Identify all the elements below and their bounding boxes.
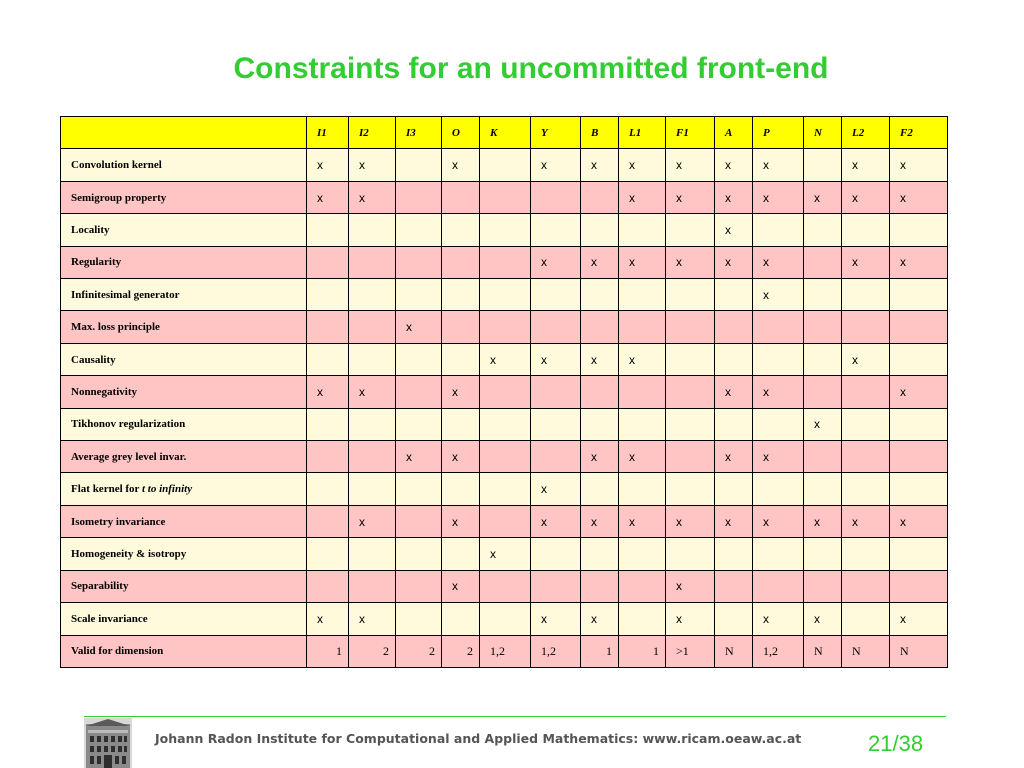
- table-cell: x: [442, 570, 480, 602]
- table-cell: x: [753, 149, 804, 181]
- table-cell: [666, 311, 715, 343]
- table-cell: [531, 570, 581, 602]
- table-cell: [715, 570, 753, 602]
- table-row: [61, 376, 948, 408]
- table-cell: [619, 603, 666, 635]
- table-cell: x: [349, 603, 396, 635]
- table-cell: [619, 408, 666, 440]
- table-cell: [480, 441, 531, 473]
- table-cell: x: [349, 505, 396, 537]
- table-cell: [666, 376, 715, 408]
- table-cell: [396, 214, 442, 246]
- table-cell: [581, 376, 619, 408]
- table-cell: [307, 505, 349, 537]
- column-header: K: [480, 117, 531, 149]
- table-cell: [804, 149, 842, 181]
- table-cell: x: [581, 505, 619, 537]
- table-cell: 1,2: [531, 635, 581, 667]
- table-cell: x: [581, 603, 619, 635]
- table-cell: [804, 570, 842, 602]
- table-cell: [307, 246, 349, 278]
- table-row: [61, 538, 948, 570]
- table-cell: x: [442, 149, 480, 181]
- table-row: [61, 343, 948, 375]
- table-cell: x: [619, 505, 666, 537]
- table-cell: [753, 473, 804, 505]
- row-label-text: Infinitesimal generator: [71, 288, 180, 301]
- row-label-text: Isometry invariance: [71, 515, 166, 528]
- table-cell: 2: [349, 635, 396, 667]
- table-cell: [480, 246, 531, 278]
- column-header: Y: [531, 117, 581, 149]
- table-cell: [890, 441, 948, 473]
- row-label: [61, 311, 307, 343]
- table-cell: x: [581, 246, 619, 278]
- table-cell: [842, 279, 890, 311]
- table-row: [61, 149, 948, 181]
- table-cell: N: [890, 635, 948, 667]
- table-cell: [842, 408, 890, 440]
- table-cell: [715, 408, 753, 440]
- row-label-text: Nonnegativity: [71, 385, 137, 398]
- table-cell: x: [753, 376, 804, 408]
- table-cell: [396, 538, 442, 570]
- table-row: [61, 279, 948, 311]
- column-header: I3: [396, 117, 442, 149]
- table-cell: [396, 570, 442, 602]
- table-cell: [715, 343, 753, 375]
- table-cell: [442, 538, 480, 570]
- table-cell: [480, 311, 531, 343]
- table-row: [61, 505, 948, 537]
- table-cell: [349, 570, 396, 602]
- table-cell: x: [349, 181, 396, 213]
- table-cell: [581, 311, 619, 343]
- table-cell: [349, 408, 396, 440]
- column-header: F1: [666, 117, 715, 149]
- table-cell: x: [531, 246, 581, 278]
- row-label: [61, 441, 307, 473]
- table-cell: [349, 311, 396, 343]
- row-label-text: Causality: [71, 353, 116, 366]
- table-cell: [842, 473, 890, 505]
- table-cell: [804, 441, 842, 473]
- table-cell: [349, 473, 396, 505]
- table-cell: [480, 505, 531, 537]
- table-cell: [396, 408, 442, 440]
- column-header: B: [581, 117, 619, 149]
- table-cell: [442, 279, 480, 311]
- table-cell: [442, 311, 480, 343]
- row-label: [61, 376, 307, 408]
- table-cell: [753, 343, 804, 375]
- table-row: [61, 181, 948, 213]
- table-cell: x: [666, 181, 715, 213]
- table-cell: [307, 473, 349, 505]
- table-cell: x: [842, 505, 890, 537]
- table-row: [61, 603, 948, 635]
- table-cell: [396, 246, 442, 278]
- table-cell: [890, 538, 948, 570]
- page-number: 21/38: [868, 731, 924, 756]
- constraints-table: [60, 116, 948, 668]
- table-cell: [480, 214, 531, 246]
- table-cell: [666, 279, 715, 311]
- table-cell: x: [480, 343, 531, 375]
- row-label: [61, 505, 307, 537]
- row-label: [61, 570, 307, 602]
- table-cell: x: [581, 149, 619, 181]
- table-cell: N: [804, 635, 842, 667]
- table-cell: [666, 538, 715, 570]
- footer-divider: [84, 716, 946, 717]
- row-label-text: Semigroup property: [71, 191, 167, 204]
- table-cell: [307, 311, 349, 343]
- table-cell: [715, 311, 753, 343]
- table-cell: [442, 473, 480, 505]
- table-cell: [666, 473, 715, 505]
- table-cell: x: [842, 181, 890, 213]
- table-cell: x: [753, 603, 804, 635]
- table-cell: x: [531, 505, 581, 537]
- table-cell: x: [666, 149, 715, 181]
- table-cell: [581, 570, 619, 602]
- table-cell: [480, 473, 531, 505]
- table-cell: 1,2: [480, 635, 531, 667]
- table-cell: [804, 279, 842, 311]
- table-cell: [349, 343, 396, 375]
- table-cell: x: [842, 343, 890, 375]
- table-cell: [396, 603, 442, 635]
- table-cell: x: [842, 246, 890, 278]
- table-cell: x: [619, 246, 666, 278]
- table-cell: [581, 214, 619, 246]
- table-cell: [307, 279, 349, 311]
- table-cell: x: [890, 181, 948, 213]
- table-cell: x: [890, 505, 948, 537]
- table-cell: [349, 279, 396, 311]
- table-cell: [396, 149, 442, 181]
- table-cell: [531, 408, 581, 440]
- table-cell: x: [531, 473, 581, 505]
- table-row: [61, 635, 948, 667]
- table-cell: [890, 279, 948, 311]
- column-header: L1: [619, 117, 666, 149]
- table-cell: x: [531, 343, 581, 375]
- table-cell: [442, 603, 480, 635]
- table-cell: [480, 570, 531, 602]
- table-cell: x: [349, 376, 396, 408]
- table-cell: N: [715, 635, 753, 667]
- table-cell: 1: [581, 635, 619, 667]
- row-label-text: Locality: [71, 223, 110, 236]
- table-cell: x: [581, 343, 619, 375]
- table-cell: x: [531, 149, 581, 181]
- table-cell: N: [842, 635, 890, 667]
- table-cell: x: [753, 181, 804, 213]
- row-label: [61, 181, 307, 213]
- table-cell: [307, 214, 349, 246]
- row-label: [61, 473, 307, 505]
- table-cell: [890, 473, 948, 505]
- table-cell: x: [307, 603, 349, 635]
- table-cell: [715, 473, 753, 505]
- table-cell: [753, 214, 804, 246]
- table-cell: [480, 603, 531, 635]
- row-label: [61, 538, 307, 570]
- row-label-text: Max. loss principle: [71, 321, 160, 334]
- table-cell: x: [753, 246, 804, 278]
- table-cell: [480, 408, 531, 440]
- column-header: F2: [890, 117, 948, 149]
- table-cell: [804, 473, 842, 505]
- table-cell: [715, 279, 753, 311]
- table-cell: [396, 505, 442, 537]
- table-cell: [666, 408, 715, 440]
- table-cell: [753, 538, 804, 570]
- column-header: I1: [307, 117, 349, 149]
- table-cell: 1,2: [753, 635, 804, 667]
- table-cell: [581, 279, 619, 311]
- table-cell: [480, 279, 531, 311]
- table-cell: x: [666, 570, 715, 602]
- table-cell: [581, 538, 619, 570]
- table-cell: [531, 311, 581, 343]
- table-cell: 2: [396, 635, 442, 667]
- table-cell: [581, 181, 619, 213]
- table-cell: x: [715, 214, 753, 246]
- table-cell: [666, 214, 715, 246]
- table-cell: [619, 570, 666, 602]
- table-cell: x: [307, 181, 349, 213]
- row-label: [61, 279, 307, 311]
- table-cell: [581, 473, 619, 505]
- table-cell: x: [619, 149, 666, 181]
- table-cell: x: [753, 279, 804, 311]
- table-cell: x: [619, 181, 666, 213]
- table-cell: x: [307, 149, 349, 181]
- table-cell: x: [480, 538, 531, 570]
- table-row: [61, 311, 948, 343]
- table-cell: [442, 343, 480, 375]
- table-cell: [480, 376, 531, 408]
- table-cell: x: [307, 376, 349, 408]
- table-cell: x: [890, 376, 948, 408]
- table-cell: [581, 408, 619, 440]
- table-cell: x: [804, 181, 842, 213]
- table-cell: [890, 214, 948, 246]
- table-cell: [804, 343, 842, 375]
- table-cell: [442, 214, 480, 246]
- row-label: [61, 246, 307, 278]
- table-cell: [890, 570, 948, 602]
- table-cell: [890, 311, 948, 343]
- header-row: [61, 117, 948, 149]
- table-cell: x: [804, 505, 842, 537]
- table-cell: [442, 246, 480, 278]
- table-cell: [753, 408, 804, 440]
- table-cell: [666, 343, 715, 375]
- table-cell: 1: [307, 635, 349, 667]
- table-cell: 1: [619, 635, 666, 667]
- column-header: O: [442, 117, 480, 149]
- table-cell: x: [804, 408, 842, 440]
- table-cell: [396, 343, 442, 375]
- table-cell: x: [349, 149, 396, 181]
- row-label-italic: t to infinity: [141, 483, 193, 496]
- row-label-text: Scale invariance: [71, 612, 148, 625]
- table-cell: [396, 376, 442, 408]
- table-cell: [715, 603, 753, 635]
- table-cell: [804, 538, 842, 570]
- table-cell: x: [666, 505, 715, 537]
- table-cell: 2: [442, 635, 480, 667]
- row-label-text: Homogeneity & isotropy: [71, 547, 187, 560]
- table-cell: [890, 343, 948, 375]
- table-cell: [842, 441, 890, 473]
- table-cell: [531, 538, 581, 570]
- table-cell: x: [442, 505, 480, 537]
- table-cell: [396, 473, 442, 505]
- row-label: [61, 149, 307, 181]
- table-cell: x: [890, 246, 948, 278]
- table-cell: [842, 214, 890, 246]
- table-cell: [619, 311, 666, 343]
- table-cell: [442, 408, 480, 440]
- table-cell: [531, 181, 581, 213]
- table-cell: [307, 441, 349, 473]
- row-label: [61, 343, 307, 375]
- table-cell: x: [715, 505, 753, 537]
- table-cell: [804, 214, 842, 246]
- table-cell: [619, 538, 666, 570]
- table-cell: [753, 570, 804, 602]
- table-row: [61, 441, 948, 473]
- table-cell: [396, 279, 442, 311]
- table-cell: x: [531, 603, 581, 635]
- institute-footer: Johann Radon Institute for Computational and Applied Mathematics: www.ricam.oeaw.ac.at: [155, 731, 802, 746]
- table-cell: x: [715, 246, 753, 278]
- table-cell: [715, 538, 753, 570]
- building-photo-icon: [84, 718, 132, 768]
- table-cell: [531, 279, 581, 311]
- table-cell: [442, 181, 480, 213]
- table-cell: x: [396, 441, 442, 473]
- table-cell: [531, 214, 581, 246]
- table-cell: [531, 441, 581, 473]
- row-label-text: Convolution kernel: [71, 159, 162, 172]
- slide-title: Constraints for an uncommitted front-end: [233, 52, 829, 85]
- row-label-text: Tikhonov regularization: [71, 418, 186, 431]
- table-cell: [619, 376, 666, 408]
- table-cell: [349, 246, 396, 278]
- table-cell: [396, 181, 442, 213]
- table-cell: [307, 570, 349, 602]
- row-label-text: Flat kernel for: [71, 483, 142, 496]
- column-header: N: [804, 117, 842, 149]
- table-cell: x: [715, 376, 753, 408]
- table-cell: [307, 408, 349, 440]
- table-cell: x: [753, 505, 804, 537]
- table-cell: x: [581, 441, 619, 473]
- table-cell: [804, 311, 842, 343]
- table-cell: x: [715, 181, 753, 213]
- table-row: [61, 570, 948, 602]
- table-cell: [666, 441, 715, 473]
- table-cell: [890, 408, 948, 440]
- table-cell: [842, 311, 890, 343]
- table-row: [61, 246, 948, 278]
- table-cell: [842, 376, 890, 408]
- table-cell: x: [804, 603, 842, 635]
- table-cell: [349, 441, 396, 473]
- table-cell: x: [753, 441, 804, 473]
- row-label: [61, 635, 307, 667]
- table-cell: x: [890, 603, 948, 635]
- header-corner-cell: [61, 117, 307, 149]
- table-cell: x: [715, 149, 753, 181]
- table-cell: x: [666, 603, 715, 635]
- column-header: I2: [349, 117, 396, 149]
- table-cell: [480, 149, 531, 181]
- table-cell: [307, 538, 349, 570]
- table-cell: [531, 376, 581, 408]
- table-cell: [349, 214, 396, 246]
- table-cell: x: [619, 441, 666, 473]
- row-label: [61, 408, 307, 440]
- table-cell: [804, 246, 842, 278]
- column-header: A: [715, 117, 753, 149]
- table-cell: x: [890, 149, 948, 181]
- table-row: [61, 473, 948, 505]
- table-cell: >1: [666, 635, 715, 667]
- table-row: [61, 214, 948, 246]
- table-cell: x: [619, 343, 666, 375]
- table-cell: x: [715, 441, 753, 473]
- table-cell: [349, 538, 396, 570]
- table-cell: x: [442, 441, 480, 473]
- table-cell: [804, 376, 842, 408]
- table-row: [61, 408, 948, 440]
- table-cell: [842, 570, 890, 602]
- row-label: [61, 214, 307, 246]
- table-cell: [480, 181, 531, 213]
- table-cell: [619, 279, 666, 311]
- table-cell: [842, 538, 890, 570]
- table-cell: [842, 603, 890, 635]
- table-cell: [619, 214, 666, 246]
- table-cell: [307, 343, 349, 375]
- row-label-text: Valid for dimension: [71, 645, 164, 658]
- row-label: [61, 603, 307, 635]
- table-cell: x: [666, 246, 715, 278]
- column-header: L2: [842, 117, 890, 149]
- table-cell: [619, 473, 666, 505]
- row-label-text: Average grey level invar.: [71, 450, 187, 463]
- row-label-text: Regularity: [71, 256, 122, 269]
- row-label-text: Separability: [71, 580, 129, 593]
- table-cell: [753, 311, 804, 343]
- table-cell: x: [842, 149, 890, 181]
- table-cell: x: [442, 376, 480, 408]
- column-header: P: [753, 117, 804, 149]
- table-cell: x: [396, 311, 442, 343]
